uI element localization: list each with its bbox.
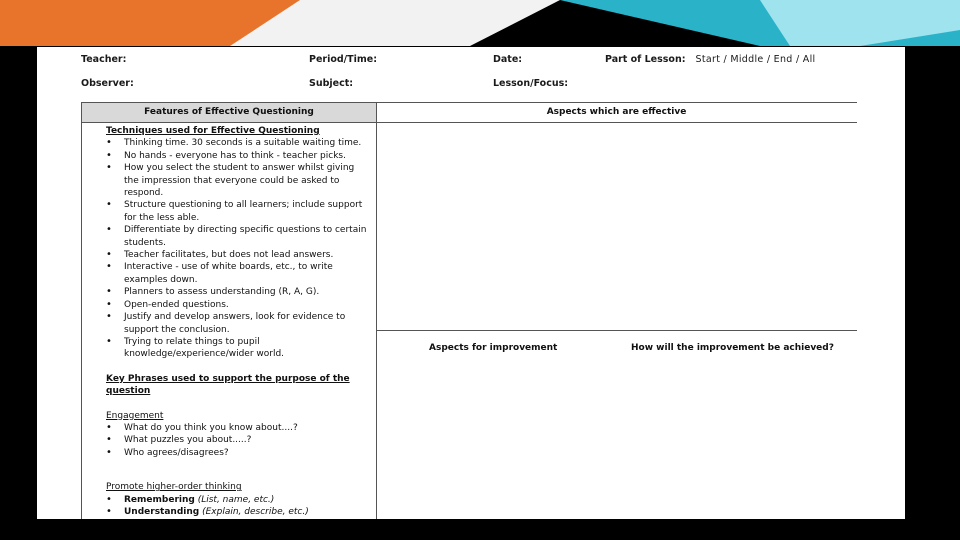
teacher-label: Teacher: <box>81 54 127 65</box>
bloom-note: (Explain, describe, etc.) <box>202 506 309 517</box>
focus-label: Lesson/Focus: <box>493 78 569 89</box>
engagement-title: Engagement <box>106 410 164 421</box>
improvement-divider <box>376 330 857 331</box>
part-options: Start / Middle / End / All <box>695 54 816 65</box>
observer-label: Observer: <box>81 78 134 89</box>
bloom-level: Remembering <box>124 494 195 505</box>
list-item: • What do you think you know about....? <box>124 422 368 434</box>
list-item: • Structure questioning to all learners; include support for the less able. <box>124 199 368 224</box>
list-item: • Interactive - use of white boards, etc., to write examples down. <box>124 261 368 286</box>
higher-order-list <box>106 494 368 519</box>
observation-form-page <box>37 47 905 519</box>
part-of-lesson-field <box>605 54 815 65</box>
list-item: • No hands - everyone has to think - teacher picks. <box>124 150 368 162</box>
higher-order-title: Promote higher-order thinking <box>106 482 242 493</box>
improvement-header: Aspects for improvement <box>429 343 558 353</box>
techniques-list <box>106 137 368 360</box>
effective-aspects-header: Aspects which are effective <box>376 103 857 123</box>
list-item: • Justify and develop answers, look for evidence to support the conclusion. <box>124 311 368 336</box>
how-improvement-header: How will the improvement be achieved? <box>631 343 834 353</box>
list-item: • Planners to assess understanding (R, A, G). <box>124 286 368 298</box>
key-phrases-title: Key Phrases used to support the purpose of the question <box>106 373 350 397</box>
list-item: • What puzzles you about.....? <box>124 434 368 446</box>
list-item: • Open-ended questions. <box>124 299 368 311</box>
techniques-title: Techniques used for Effective Questioning <box>106 126 320 136</box>
list-item: • Who agrees/disagrees? <box>124 447 368 459</box>
period-label: Period/Time: <box>309 54 378 65</box>
questioning-table <box>81 102 857 519</box>
date-label: Date: <box>493 54 523 65</box>
bloom-level: Understanding <box>124 506 200 517</box>
engagement-list <box>106 422 368 459</box>
features-header: Features of Effective Questioning <box>82 103 376 123</box>
list-item <box>124 494 368 506</box>
list-item: • Teacher facilitates, but does not lead answers. <box>124 249 368 261</box>
list-item: • Trying to relate things to pupil knowledge/experience/wider world. <box>124 336 368 361</box>
list-item: • Thinking time. 30 seconds is a suitable waiting time. <box>124 137 368 149</box>
list-item <box>124 506 368 518</box>
list-item: • Differentiate by directing specific questions to certain students. <box>124 224 368 249</box>
subject-label: Subject: <box>309 78 354 89</box>
list-item: • How you select the student to answer whilst giving the impression that everyone could be asked to respond. <box>124 162 368 199</box>
part-label: Part of Lesson: <box>605 54 686 65</box>
features-content <box>82 123 376 518</box>
bloom-note: (List, name, etc.) <box>197 494 275 505</box>
features-column <box>81 103 377 519</box>
